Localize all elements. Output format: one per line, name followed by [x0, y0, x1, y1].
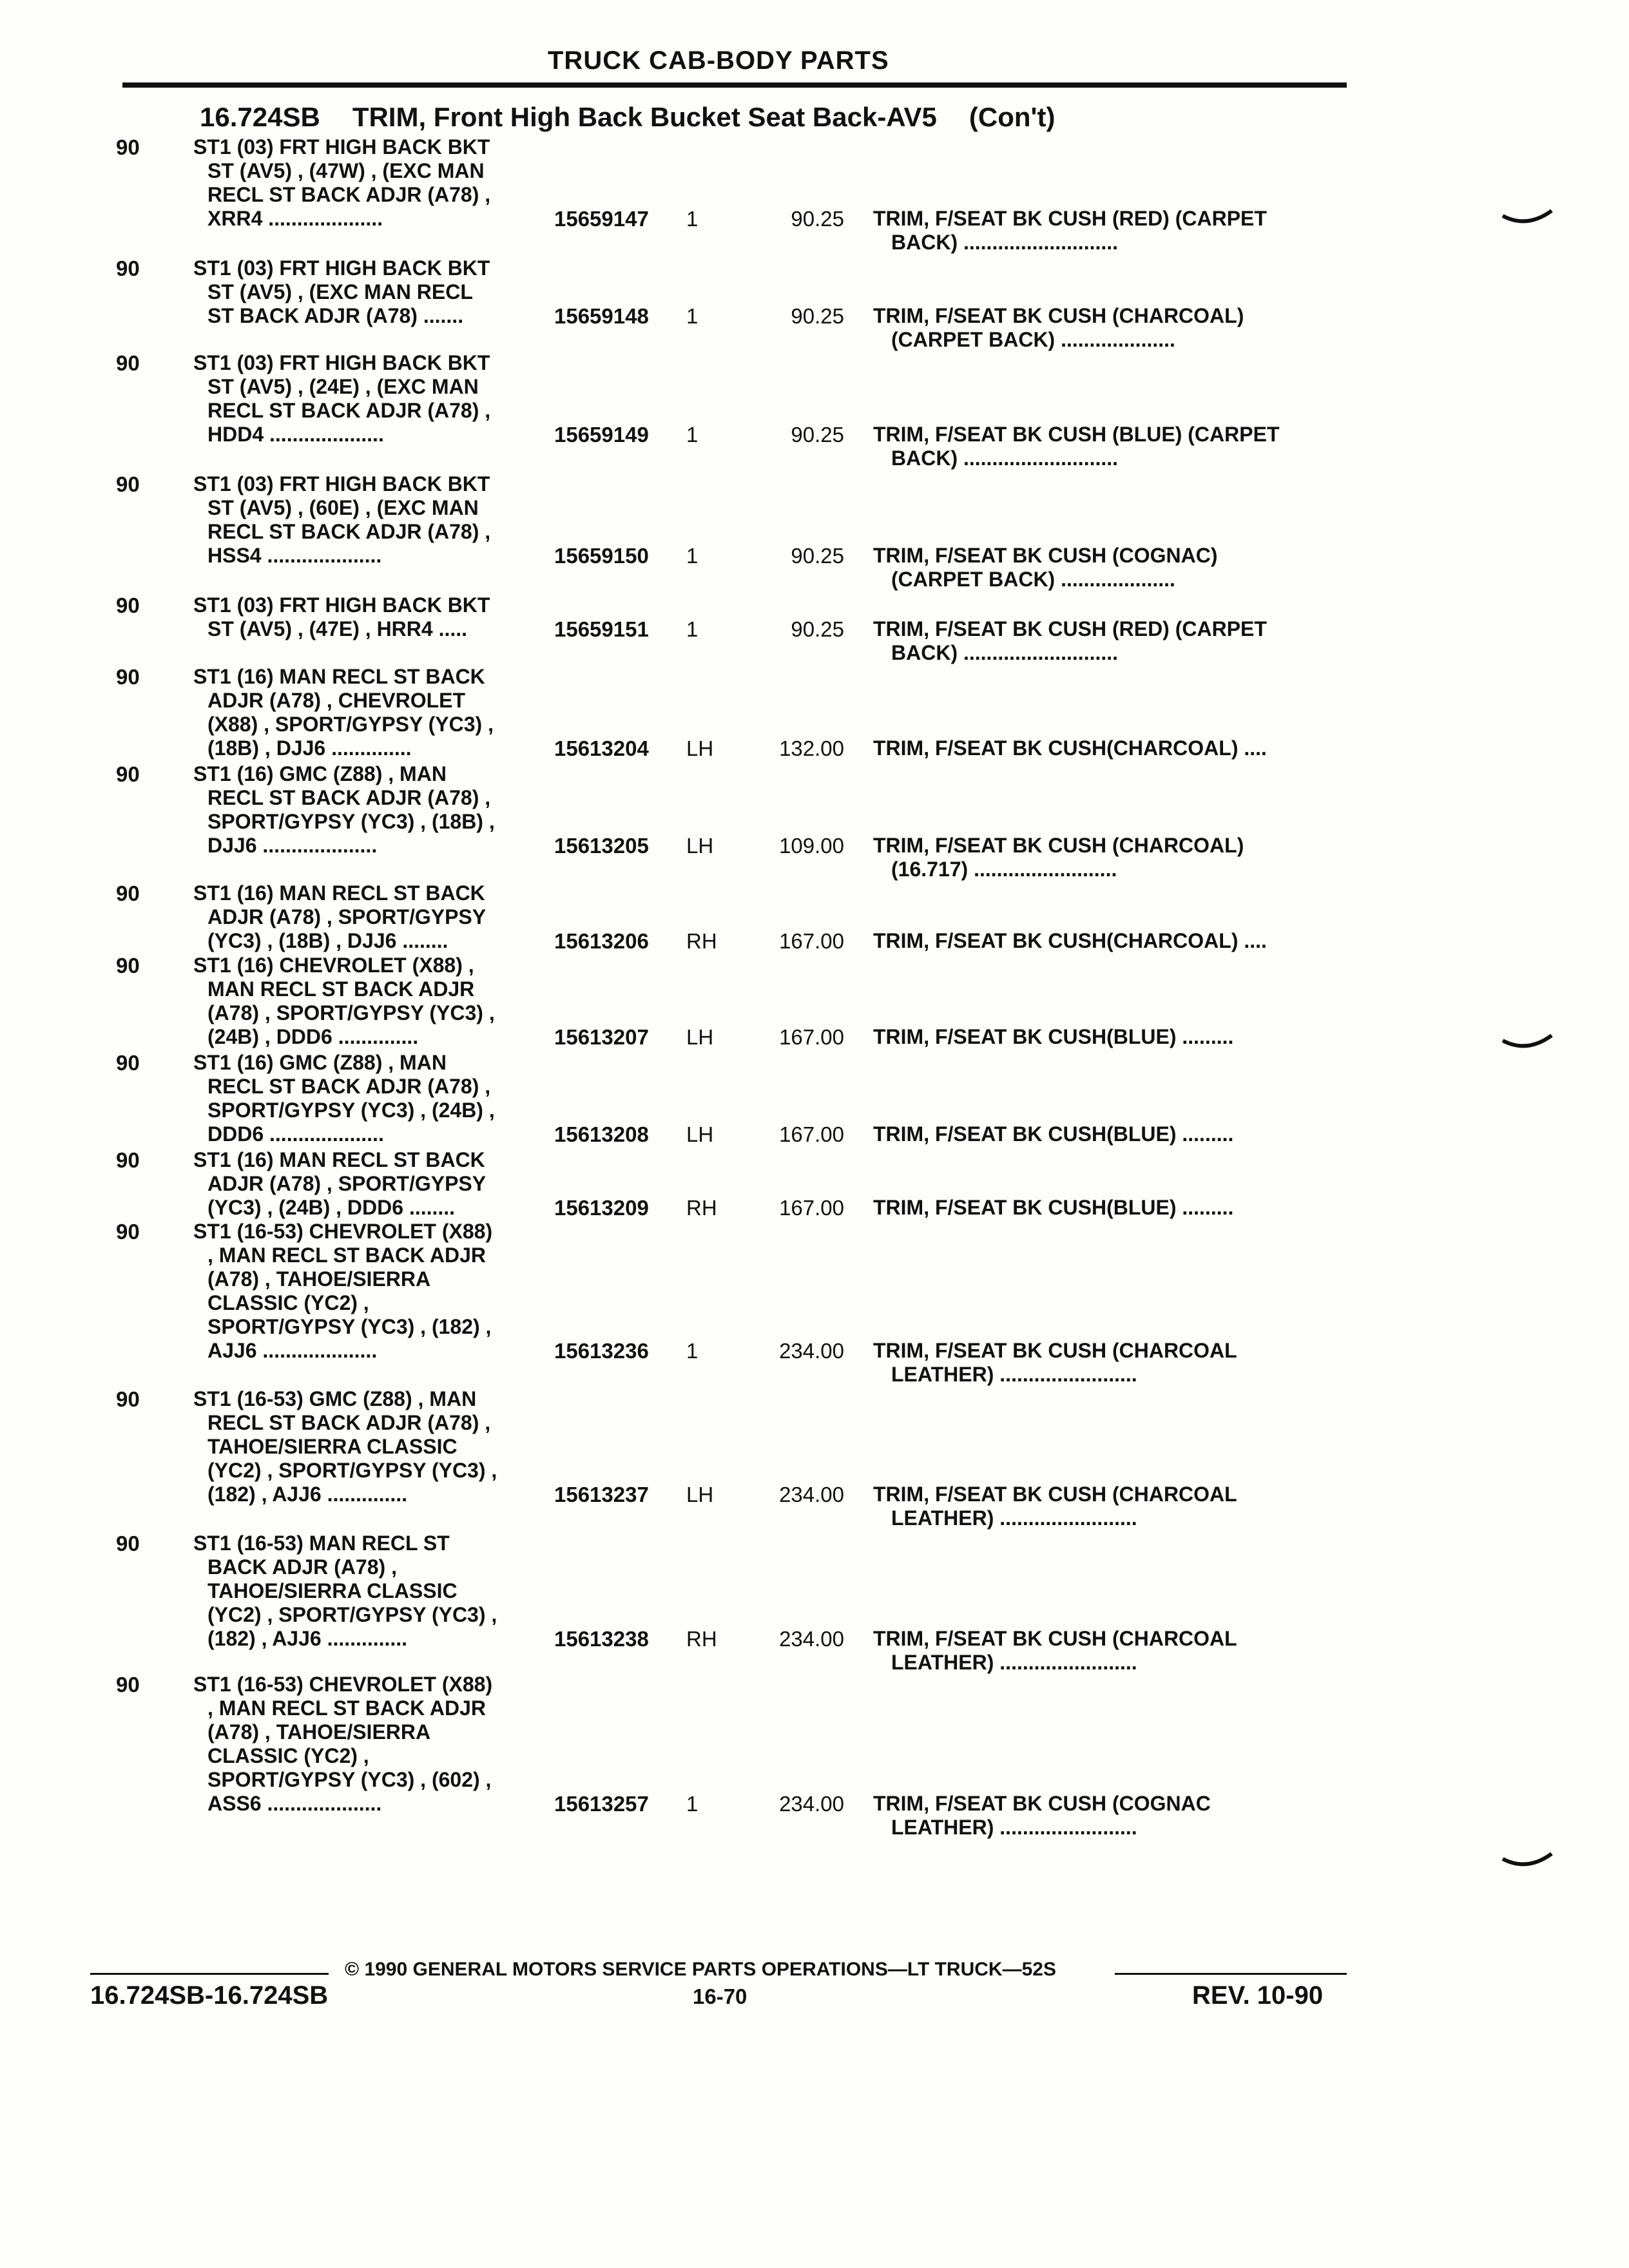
quantity: LH	[686, 736, 714, 760]
application-description	[193, 954, 567, 1049]
quantity: 1	[686, 1339, 699, 1363]
usage-code: 90	[116, 1220, 140, 1244]
part-name-line: TRIM, F/SEAT BK CUSH (COGNAC	[873, 1792, 1211, 1815]
copyright-notice: © 1990 GENERAL MOTORS SERVICE PARTS OPERATIONS—LT TRUCK—52S	[345, 1959, 1056, 1980]
part-number: 15613205	[554, 834, 649, 858]
description-line: ST (AV5) , (EXC MAN RECL	[207, 280, 473, 303]
usage-code: 90	[116, 472, 140, 496]
application-description	[193, 1148, 567, 1220]
section-heading	[200, 102, 1055, 133]
application-description	[193, 1220, 567, 1363]
part-name-line: TRIM, F/SEAT BK CUSH(CHARCOAL) ....	[873, 736, 1267, 760]
usage-code: 90	[116, 954, 140, 977]
part-number: 15613206	[554, 929, 649, 953]
usage-code: 90	[116, 351, 140, 375]
part-name-line: LEATHER) ........................	[891, 1816, 1137, 1839]
section-continued: (Con't)	[969, 102, 1055, 132]
application-description	[193, 472, 567, 568]
description-line: ST1 (03) FRT HIGH BACK BKT	[193, 135, 490, 159]
description-line: DDD6 ....................	[207, 1122, 384, 1146]
description-line: (A78) , TAHOE/SIERRA	[207, 1720, 431, 1744]
quantity: 1	[686, 544, 699, 568]
description-line: ST1 (16) CHEVROLET (X88) ,	[193, 954, 474, 977]
section-range: 16.724SB-16.724SB	[90, 1981, 329, 2010]
description-line: SPORT/GYPSY (YC3) , (602) ,	[207, 1768, 492, 1791]
quantity: 1	[686, 423, 699, 447]
description-line: RECL ST BACK ADJR (A78) ,	[207, 183, 491, 206]
part-number: 15659151	[554, 617, 649, 641]
part-name-line: (16.717) .........................	[891, 858, 1117, 881]
price: 167.00	[779, 1196, 844, 1220]
price: 90.25	[791, 304, 844, 328]
description-line: CLASSIC (YC2) ,	[207, 1744, 369, 1767]
part-name	[873, 544, 1350, 591]
part-number: 15613209	[554, 1196, 649, 1220]
application-description	[193, 256, 567, 328]
quantity: RH	[686, 1196, 717, 1220]
application-description	[193, 351, 567, 447]
usage-code: 90	[116, 1148, 140, 1172]
description-line: (18B) , DJJ6 ..............	[207, 736, 412, 760]
part-name	[873, 1627, 1350, 1675]
part-name-line: BACK) ...........................	[891, 447, 1119, 470]
part-name	[873, 304, 1350, 352]
description-line: ST (AV5) , (24E) , (EXC MAN	[207, 375, 479, 398]
part-name-line: LEATHER) ........................	[891, 1363, 1137, 1386]
part-name	[873, 1122, 1350, 1146]
description-line: (182) , AJJ6 ..............	[207, 1483, 408, 1506]
part-name	[873, 617, 1350, 665]
part-number: 15613238	[554, 1627, 649, 1651]
price: 167.00	[779, 929, 844, 953]
part-name	[873, 423, 1350, 470]
part-name-line: BACK) ...........................	[891, 641, 1119, 664]
usage-code: 90	[116, 1673, 140, 1696]
part-name-line: TRIM, F/SEAT BK CUSH(BLUE) .........	[873, 1025, 1234, 1048]
part-name	[873, 1339, 1350, 1387]
description-line: , MAN RECL ST BACK ADJR	[207, 1696, 487, 1720]
description-line: BACK ADJR (A78) ,	[207, 1555, 397, 1579]
price: 90.25	[791, 423, 844, 447]
section-title: TRIM, Front High Back Bucket Seat Back-AV5	[352, 102, 937, 132]
usage-code: 90	[116, 1532, 140, 1555]
quantity: LH	[686, 1483, 714, 1506]
description-line: (YC3) , (18B) , DJJ6 ........	[207, 929, 448, 952]
price: 109.00	[779, 834, 844, 858]
description-line: ST1 (16-53) GMC (Z88) , MAN	[193, 1387, 477, 1410]
description-line: RECL ST BACK ADJR (A78) ,	[207, 786, 491, 809]
part-name-line: TRIM, F/SEAT BK CUSH (COGNAC)	[873, 544, 1218, 567]
part-number: 15613207	[554, 1025, 649, 1049]
part-number: 15613236	[554, 1339, 649, 1363]
description-line: ADJR (A78) , SPORT/GYPSY	[207, 905, 487, 928]
section-number: 16.724SB	[200, 102, 320, 132]
description-line: (YC2) , SPORT/GYPSY (YC3) ,	[207, 1603, 497, 1626]
description-line: ST1 (16-53) CHEVROLET (X88)	[193, 1673, 493, 1696]
description-line: ST BACK ADJR (A78) .......	[207, 304, 464, 327]
price: 90.25	[791, 207, 844, 231]
part-number: 15659150	[554, 544, 649, 568]
description-line: CLASSIC (YC2) ,	[207, 1291, 369, 1314]
description-line: ST (AV5) , (47E) , HRR4 .....	[207, 617, 468, 640]
description-line: ST1 (16) MAN RECL ST BACK	[193, 881, 485, 905]
part-name	[873, 1483, 1350, 1530]
description-line: (182) , AJJ6 ..............	[207, 1627, 408, 1650]
price: 234.00	[779, 1339, 844, 1363]
part-name-line: LEATHER) ........................	[891, 1506, 1137, 1530]
description-line: HSS4 ....................	[207, 544, 382, 567]
quantity: 1	[686, 617, 699, 641]
description-line: TAHOE/SIERRA CLASSIC	[207, 1579, 458, 1602]
description-line: ST1 (16-53) CHEVROLET (X88)	[193, 1220, 493, 1243]
application-description	[193, 135, 567, 231]
description-line: HDD4 ....................	[207, 423, 384, 446]
description-line: (A78) , SPORT/GYPSY (YC3) ,	[207, 1001, 495, 1024]
part-name-line: TRIM, F/SEAT BK CUSH (RED) (CARPET	[873, 207, 1267, 230]
description-line: ASS6 ....................	[207, 1792, 382, 1815]
part-name-line: TRIM, F/SEAT BK CUSH (RED) (CARPET	[873, 617, 1267, 640]
application-description	[193, 1532, 567, 1651]
part-name-line: (CARPET BACK) ....................	[891, 328, 1175, 351]
description-line: RECL ST BACK ADJR (A78) ,	[207, 399, 491, 422]
price: 90.25	[791, 544, 844, 568]
part-name	[873, 834, 1350, 881]
description-line: ADJR (A78) , SPORT/GYPSY	[207, 1172, 487, 1195]
application-description	[193, 881, 567, 953]
description-line: ST (AV5) , (47W) , (EXC MAN	[207, 159, 485, 182]
quantity: 1	[686, 304, 699, 328]
usage-code: 90	[116, 665, 140, 689]
description-line: (YC3) , (24B) , DDD6 ........	[207, 1196, 456, 1219]
usage-code: 90	[116, 1051, 140, 1075]
application-description	[193, 762, 567, 858]
description-line: SPORT/GYPSY (YC3) , (24B) ,	[207, 1099, 495, 1122]
description-line: ST1 (16) MAN RECL ST BACK	[193, 1148, 485, 1171]
description-line: ST1 (03) FRT HIGH BACK BKT	[193, 351, 490, 374]
description-line: SPORT/GYPSY (YC3) , (18B) ,	[207, 810, 495, 833]
description-line: ST1 (03) FRT HIGH BACK BKT	[193, 256, 490, 280]
usage-code: 90	[116, 762, 140, 786]
quantity: LH	[686, 1025, 714, 1049]
price: 234.00	[779, 1483, 844, 1506]
part-name-line: TRIM, F/SEAT BK CUSH(BLUE) .........	[873, 1122, 1234, 1146]
footer-rule-left	[90, 1973, 329, 1975]
part-name	[873, 929, 1350, 953]
part-name-line: TRIM, F/SEAT BK CUSH(BLUE) .........	[873, 1196, 1234, 1219]
part-number: 15659149	[554, 423, 649, 447]
description-line: AJJ6 ....................	[207, 1339, 378, 1362]
part-name-line: LEATHER) ........................	[891, 1651, 1137, 1674]
quantity: RH	[686, 1627, 717, 1651]
description-line: ST (AV5) , (60E) , (EXC MAN	[207, 496, 479, 519]
page-title: TRUCK CAB-BODY PARTS	[548, 46, 889, 75]
description-line: (24B) , DDD6 ..............	[207, 1025, 419, 1048]
part-name-line: TRIM, F/SEAT BK CUSH (CHARCOAL	[873, 1627, 1237, 1650]
part-number: 15613237	[554, 1483, 649, 1506]
description-line: MAN RECL ST BACK ADJR	[207, 977, 475, 1001]
binder-hole-mark	[1501, 1034, 1553, 1053]
part-name-line: TRIM, F/SEAT BK CUSH (BLUE) (CARPET	[873, 423, 1280, 446]
usage-code: 90	[116, 1387, 140, 1411]
usage-code: 90	[116, 135, 140, 159]
description-line: ST1 (16) GMC (Z88) , MAN	[193, 762, 447, 785]
application-description	[193, 665, 567, 760]
part-name-line: (CARPET BACK) ....................	[891, 568, 1175, 591]
quantity: RH	[686, 929, 717, 953]
part-name-line: BACK) ...........................	[891, 231, 1119, 254]
price: 234.00	[779, 1792, 844, 1816]
part-name	[873, 1025, 1350, 1049]
part-name	[873, 1196, 1350, 1220]
usage-code: 90	[116, 256, 140, 280]
description-line: XRR4 ....................	[207, 207, 383, 230]
page-number: 16-70	[693, 1984, 747, 2008]
price: 234.00	[779, 1627, 844, 1651]
description-line: DJJ6 ....................	[207, 834, 378, 857]
description-line: ST1 (03) FRT HIGH BACK BKT	[193, 472, 490, 495]
part-name-line: TRIM, F/SEAT BK CUSH (CHARCOAL	[873, 1339, 1237, 1362]
part-number: 15613257	[554, 1792, 649, 1816]
description-line: RECL ST BACK ADJR (A78) ,	[207, 1411, 491, 1434]
description-line: ST1 (16) GMC (Z88) , MAN	[193, 1051, 447, 1074]
description-line: ST1 (16-53) MAN RECL ST	[193, 1532, 450, 1555]
quantity: 1	[686, 207, 699, 231]
quantity: LH	[686, 834, 714, 858]
description-line: ADJR (A78) , CHEVROLET	[207, 689, 466, 712]
description-line: SPORT/GYPSY (YC3) , (182) ,	[207, 1315, 492, 1338]
footer-rule-right	[1115, 1973, 1347, 1975]
quantity: 1	[686, 1792, 699, 1816]
part-name-line: TRIM, F/SEAT BK CUSH (CHARCOAL)	[873, 304, 1244, 327]
part-name	[873, 736, 1350, 760]
description-line: RECL ST BACK ADJR (A78) ,	[207, 520, 491, 543]
price: 167.00	[779, 1122, 844, 1146]
price: 167.00	[779, 1025, 844, 1049]
application-description	[193, 593, 567, 641]
application-description	[193, 1387, 567, 1506]
quantity: LH	[686, 1122, 714, 1146]
description-line: (YC2) , SPORT/GYPSY (YC3) ,	[207, 1459, 497, 1482]
description-line: TAHOE/SIERRA CLASSIC	[207, 1435, 458, 1458]
part-name-line: TRIM, F/SEAT BK CUSH (CHARCOAL	[873, 1483, 1237, 1506]
revision: REV. 10-90	[1192, 1981, 1324, 2010]
description-line: ST1 (16) MAN RECL ST BACK	[193, 665, 485, 688]
part-number: 15659147	[554, 207, 649, 231]
part-name-line: TRIM, F/SEAT BK CUSH (CHARCOAL)	[873, 834, 1244, 857]
usage-code: 90	[116, 881, 140, 905]
application-description	[193, 1051, 567, 1146]
part-number: 15613208	[554, 1122, 649, 1146]
binder-hole-mark	[1501, 209, 1553, 229]
description-line: RECL ST BACK ADJR (A78) ,	[207, 1075, 491, 1098]
description-line: (X88) , SPORT/GYPSY (YC3) ,	[207, 713, 494, 736]
part-number: 15613204	[554, 736, 649, 760]
description-line: , MAN RECL ST BACK ADJR	[207, 1244, 487, 1267]
part-name	[873, 207, 1350, 255]
header-rule	[122, 82, 1347, 88]
part-number: 15659148	[554, 304, 649, 328]
part-name-line: TRIM, F/SEAT BK CUSH(CHARCOAL) ....	[873, 929, 1267, 952]
part-name	[873, 1792, 1350, 1840]
usage-code: 90	[116, 593, 140, 617]
description-line: ST1 (03) FRT HIGH BACK BKT	[193, 593, 490, 617]
price: 90.25	[791, 617, 844, 641]
price: 132.00	[779, 736, 844, 760]
description-line: (A78) , TAHOE/SIERRA	[207, 1267, 431, 1291]
binder-hole-mark	[1501, 1852, 1553, 1872]
application-description	[193, 1673, 567, 1816]
